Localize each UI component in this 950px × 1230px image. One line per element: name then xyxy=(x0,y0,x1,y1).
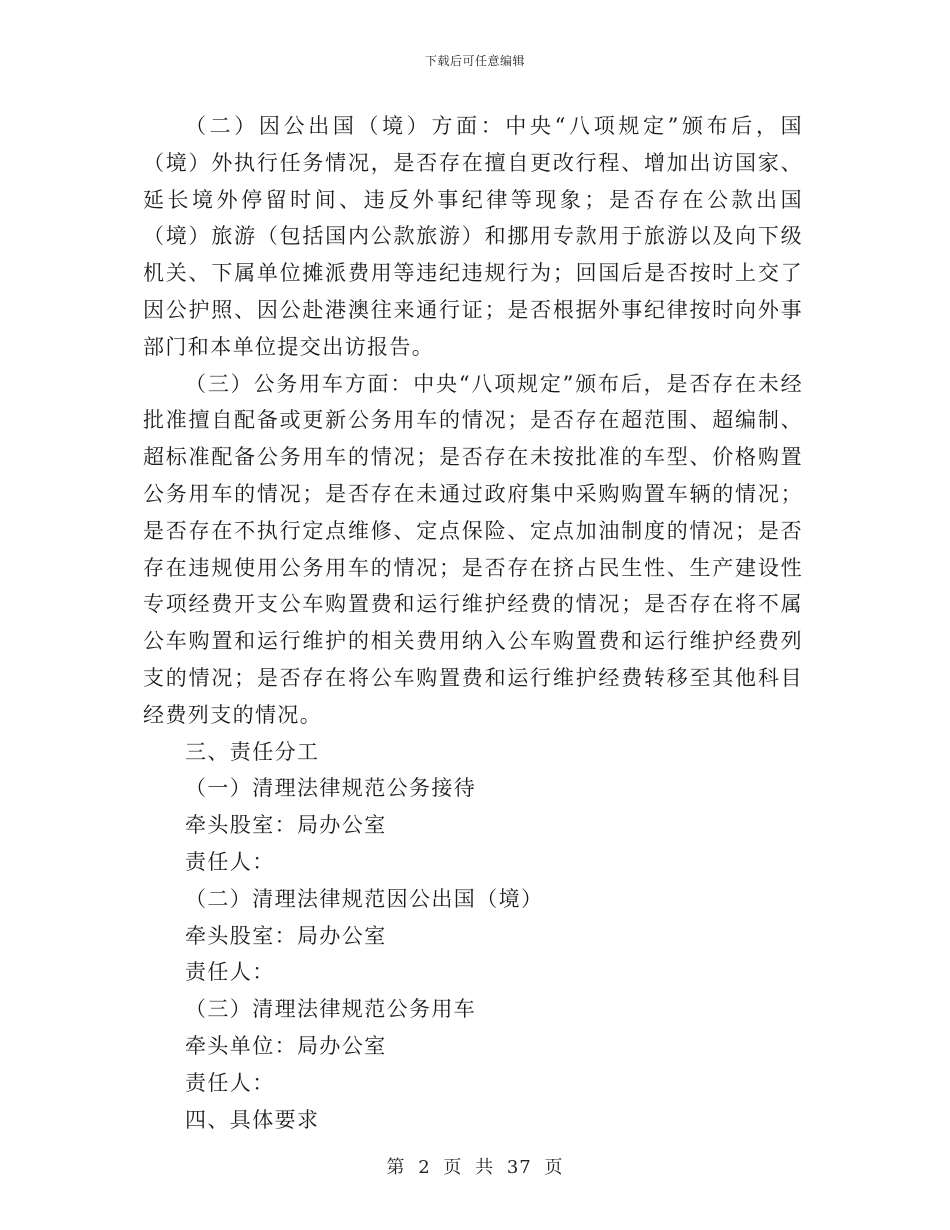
responsible-person-vehicles: 责任人： xyxy=(185,1070,275,1095)
lead-unit-vehicles: 牵头单位：局办公室 xyxy=(185,1033,387,1058)
page-header-note: 下载后可任意编辑 xyxy=(424,54,525,68)
item-heading-reception: （一）清理法律规范公务接待 xyxy=(185,776,477,801)
lead-department-reception: 牵头股室：局办公室 xyxy=(185,813,387,838)
item-heading-vehicles: （三）清理法律规范公务用车 xyxy=(185,997,477,1022)
section-heading-responsibilities: 三、责任分工 xyxy=(185,739,320,764)
lead-department-overseas: 牵头股室：局办公室 xyxy=(185,923,387,948)
section-heading-requirements: 四、具体要求 xyxy=(185,1107,320,1132)
item-heading-overseas: （二）清理法律规范因公出国（境） xyxy=(185,886,544,911)
paragraph-overseas-travel: （二）因公出国（境）方面：中央“八项规定”颁布后，国（境）外执行任务情况，是否存在擅自更改行程、增加出访国家、延长境外停留时间、违反外事纪律等现象；是否存在公款出国（境）旅游（包括国内公款旅游）和挪用专款用于旅游以及向下级机关、下属单位摊派费用等违纪违规行为；回国后是否按时上交了因公护照、因公赴港澳往来通行证；是否根据外事纪律按时向外事部门和本单位提交出访报告。 xyxy=(143,114,803,359)
responsible-person-reception: 责任人： xyxy=(185,849,275,874)
paragraph-official-vehicles: （三）公务用车方面：中央“八项规定”颁布后，是否存在未经批准擅自配备或更新公务用车的情况；是否存在超范围、超编制、超标准配备公务用车的情况；是否存在未按批准的车型、价格购置公务用车的情况；是否存在未通过政府集中采购购置车辆的情况；是否存在不执行定点维修、定点保险、定点加油制度的情况；是否存在违规使用公务用车的情况；是否存在挤占民生性、生产建设性专项经费开支公车购置费和运行维护经费的情况；是否存在将不属公车购置和运行维护的相关费用纳入公车购置费和运行维护经费列支的情况；是否存在将公车购置费和运行维护经费转移至其他科目经费列支的情况。 xyxy=(143,371,803,727)
page-number-footer: 第 2 页 共 37 页 xyxy=(386,1157,564,1178)
responsible-person-overseas: 责任人： xyxy=(185,960,275,985)
document-body xyxy=(143,108,803,1138)
